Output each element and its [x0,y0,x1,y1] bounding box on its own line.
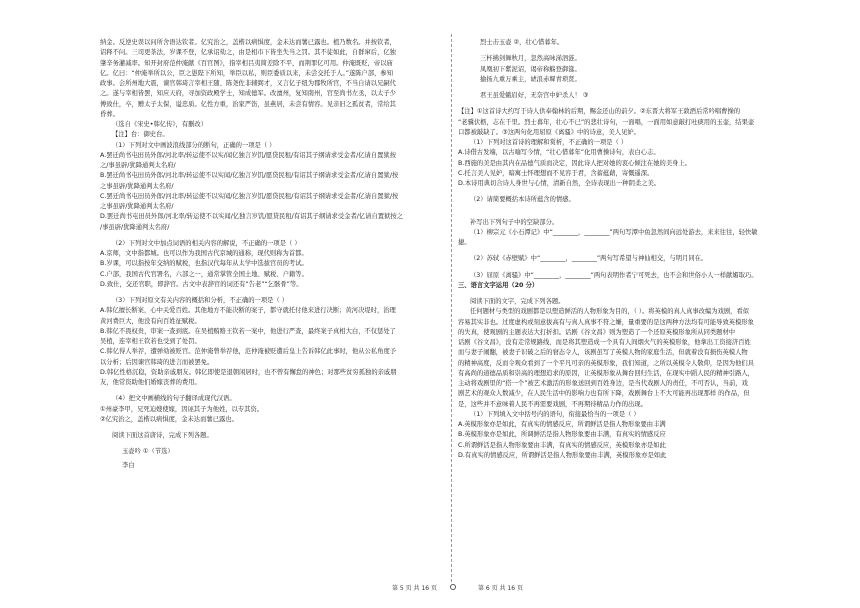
text-line: A.韩亿擅长断案，心中关爱百姓。其他地方不能决断的案子，都守就托付他来进行决断；黄河决堤时，治理 [100,307,396,315]
column-divider [451,34,452,582]
text-line: B.岁课，可以指按年交纳的赋税，也指汉代每年从太学中选拔官员的考试。 [100,260,308,268]
text-line: B.韩亿不畏权贵，审案一查到底。在吴植贿赂王钦若一案中，他进行严查，最终案子真相大白，不仅惩处了 [100,327,396,335]
text-line: C.户部，我国古代官署名，六部之一，通常掌管全国土地、赋税、户籍等。 [100,270,308,278]
text-line: “老骥伏枥，志在千里。烈士暮年，壮心不已”的悲壮诗句，一面唱，一面用如意敲打吐痰用的玉壶，结果壶 [458,118,755,126]
text-line: A.京师，文中指都城。也可以作为我国古代京城的通称，现代则称为首都。 [100,250,308,257]
poem-line: 玉壶吟 ①（节选） [122,448,174,456]
text-line: 之事虽辟/犹降通判太名府/ [100,182,174,190]
text-line: 之。遂与宰相皆罢，知应天府，寻加资政殿学士，知成德军。改澶州，复知南州，官至尚书左丞，以太子少 [100,90,396,98]
text-line: 补写出下列句子中的空缺部分。 [470,218,559,226]
text-line: 友，他常资助他们婚嫁丧葬的费用。 [100,379,201,386]
text-line: 阅读下面的文字，完成下列各题。 [470,298,565,305]
text-line: （3）下列对原文有关内容的概括和分析，不正确的一项是（ ） [112,297,289,304]
page-footer [0,583,860,593]
text-line: 诏释不问。三司更茶法，岁课不登，亿承诏劾之，由是相市下皆坐失当之罚。其不徒如此，自群窜后，亿独 [100,49,396,57]
text-line: D.本诗用典切合诗人身世与心情，清新自然，全诗表现出一种阴柔之美。 [458,180,661,187]
text-line: D.韩亿性格沉稳，资助亲戚朋友。韩亿即使是退朝闲居时，也不曾有懈怠的神色；对那些贫穷孤独的亲戚朋 [100,368,397,376]
text-line: （1）下列对文中画波浪线部分的断句，正确的一项是（ ） [112,141,276,149]
right-page-number: 第 6 页 共 16 页 [478,585,523,592]
text-line: C.所谓鲜活是指人物形象要由丰满，有真实的情感反应，英模形象亦是如此 [458,441,666,449]
text-line: （2）下列对文中加点词语的相关内容的解说，不正确的一项是（ ） [112,239,301,247]
text-line: （3）屈原《离骚》中“________，________”两句表明作者宁可死去，也不会和世俗小人一样献媚取巧。 [470,271,758,279]
text-line: 【注】台：御史台。 [112,131,169,139]
text-line: 的精神高度，反而令观众看到了一个平凡可亲的英模形象，我们知道，之所以英模令人敬仰，是因为他们具 [458,359,754,367]
text-line: 傅致仕，卒，赠太子太保，谥忠质。亿性方重，治家严饬，虽燕居，未尝有情容。见亲旧之孤贫者，常给其 [100,100,396,108]
text-line: 之/事虽辟/犹降通判太名府/ [100,162,176,169]
poem-line: 三杯拂剑舞秋月，忽然高咏涕泗涟。 [480,55,581,63]
text-line: 政事。会所州地大震，谏官韩琦言宰相王随、陈尧佐非辅弼才，又言亿子纽为郡牧所官，不当自请以兄嗣代 [100,80,396,87]
text-line: B.罢迁尚书屯田员外郎/河北率/转运使不以实闻/亿独言岁饥/愿贷民租/有诏其子纲请求受金者/亿请自置狱/按 [100,172,399,180]
text-line: 亿。亿曰：“仲淹举所以公，臣之愚陛下所知，举臣以私，则臣委质以来，未尝交托于人。”遂陈户部，参知 [100,69,394,77]
text-line: 有高尚的道德品质和崇高的理想追求的原因，让英模形象从舞台回归生活，在现实中蹈人民的精神引路人， [458,369,754,377]
right-column [458,38,808,461]
text-line: A.罢迁尚书屯田员外郎/河北率/转运使不以实/闻亿独言岁饥/愿贷民租/有诏其子纲请求受金者/亿请自置狱按 [100,151,396,159]
text-line: B.英模形象亦是如此，所调鲜活是指人物形象要由丰满，有真实的情感反应 [458,431,666,439]
text-line: 纳金。反逆史误以问所舍语达钦者。亿究治之，盖楷以病惧度，金未达而薯已露也。植乃数名。并按钦者， [100,39,396,46]
text-line: （1）下列对这首诗的理解和赏析，不正确的一项是（ ） [470,139,628,146]
text-line: 昏葬。 [100,110,119,118]
text-line: 口都被敲缺了。③这两句化用屈原《离骚》中的诗意，美人见妒。 [458,128,640,136]
text-line: 以分析；后因谏官韩琦的进言而被罢免。 [100,358,214,366]
text-line: 捷。 [458,239,471,246]
text-line: 吴植，连宰相王钦若也受到了处罚。 [100,338,201,345]
section-heading: 三、语言文字运用（20 分） [458,281,539,289]
text-line: C.韩亿得人举荐，遭弹劾被贬官。范仲淹曾举荐他，范仲淹被贬遭后皇上告诉韩亿此事时，他从公私角度予 [100,348,397,356]
text-line: 是，这些并不意味着人民不再需要戏剧，不再期待精品力作的出现。 [458,400,647,408]
text-line: D.有真实的情感反应，所谓鲜活是指人物形象要由丰满，英模形象亦是如此 [458,451,667,459]
text-line: 容易其实非也。过度虚构或刻意拔高有与真人真事不符之嫌，量重要的是这两种方法均有可能导致英模形象 [458,318,754,326]
poem-line: 君王虽爱蛾眉好，无奈宫中妒杀人！ ③ [480,92,589,99]
text-line: 主动将戏剧里的“搭一个”被艺术激活的形象送回到百姓身边，是当代戏剧人的责任，不可否认，当前，戏 [458,380,748,387]
text-line: （2）请简要概括本诗所蕴含的情感。 [470,196,575,204]
text-line: 而与妻子闹翻，被妻子识破之后的窘态令人，该剧虽写了英模人物的家庭生活，但就着没有损伤英模人物 [458,349,748,357]
text-line: 肇辛务灌减率。知开封府范仲淹献《百官图》，指宰相吕夷简差除不平，而荆罪亿可用。仲淹既贬，帝以庙 [100,59,393,67]
poem-line: 李白 [122,461,135,469]
left-page-number: 第 5 页 共 16 页 [392,585,437,592]
left-column [100,38,440,471]
text-line: （2）苏轼《赤壁赋》中“________，________”两句写希望与神仙相交，与明月同在。 [470,255,708,263]
poem-line: 烈士击玉壶 ②，壮心惜暮年。 [480,39,564,46]
text-line: （4）把文中画横线的句子翻译成现代汉语。 [112,395,236,403]
text-line: C.托言美人见妒，暗寓士怀理想而不见容于君，含蓄蕴藉，寄慨遥深。 [458,169,654,177]
text-line: 阅读下面这首唐诗，完成下列各题。 [112,432,213,439]
text-line: 剧艺术的观众人数减少，在人民生活中的影响力也有所下降，戏剧舞台上不大可能再出现那样 的作品，但 [458,390,750,398]
text-line: ②亿究治之，盖楷以病惧度，金未达而薯已露也。 [100,415,238,423]
text-line: /事虽辟/犹降通判太名府/ [100,223,170,231]
text-line: 黄河费巨大，他没有向百姓征赋税。 [100,317,201,325]
text-line: 之事虽辟/犹降通判太名府/ [100,203,174,210]
text-line: D.致仕，交还官职，即辞官。古文中表辞官的词还有“告老”“乞骸骨”等。 [100,280,303,288]
text-line: （1）下列填入文中括号内的语句，衔接最恰当的一项是（ ） [470,410,640,418]
text-line: A.诗借古发端，以古喻写今情，“壮心惜暮年”化用曹操诗句，表白心志。 [458,149,660,157]
text-line: ①州豪李甲，兄死迫嫂使嫁，因诬其子为他姓，以专其资。 [100,405,264,413]
text-line: 【注】①这首诗大约写于诗人供奉翰林的后期，赐金还山的前夕。②东晋大将军王敦酒后常吟唱曹操的 [458,108,741,116]
text-line: C.罢迁尚书屯田员外郎/河北率/转运使不以实闻/亿独言岁饥/愿贷民租/有诏其子纲请求受金者/亿请自置狱/按 [100,192,399,200]
poem-line: 凤凰初下紫泥诏，谒帝称觞登御筵。 [480,65,581,73]
text-line: （1）柳宗元《小石潭记》中“________，________”两句写潭中鱼忽然间向远处游去，来来往往，轻快敏 [470,228,758,236]
poem-line: 揄扬九重万乘主，谑浪赤墀青琐贤。 [480,75,581,83]
text-line: （选自《宋史•韩亿传》，有删改） [112,121,208,128]
text-line: D.罢迁尚书屯田员外郎/河北率/转运使不以实闻/亿独言岁饥/愿贷民租/有诏其子纲请求受金者/亿请自置狱按之 [100,213,403,221]
text-line: 的失真，使观剧的主题表达大打折扣。话剧《谷文昌》则为塑造了一个还原英模形象所从同类题材中 [458,328,736,336]
text-line: 话剧《谷文昌》，没有走常规路线，而是将其塑造成一个具有人间烟火气的英模形象，他拿出工资接济百姓 [458,339,751,346]
text-line: B.西施的美是由其内在品德气质而决定，因此诗人把对她的衷心倾注在她的美身上。 [458,159,692,167]
binding-hole-icon [450,584,456,590]
text-line: 任何题材与类型的戏剧都是以塑造鲜活的人物形象为目的，（ ）。将英模的真人真事改编为戏剧，看似 [470,308,750,316]
text-line: A.英模形象亦是如此，有真实的情感反应，所谓鲜活是指人物形象要由丰满 [458,421,666,428]
